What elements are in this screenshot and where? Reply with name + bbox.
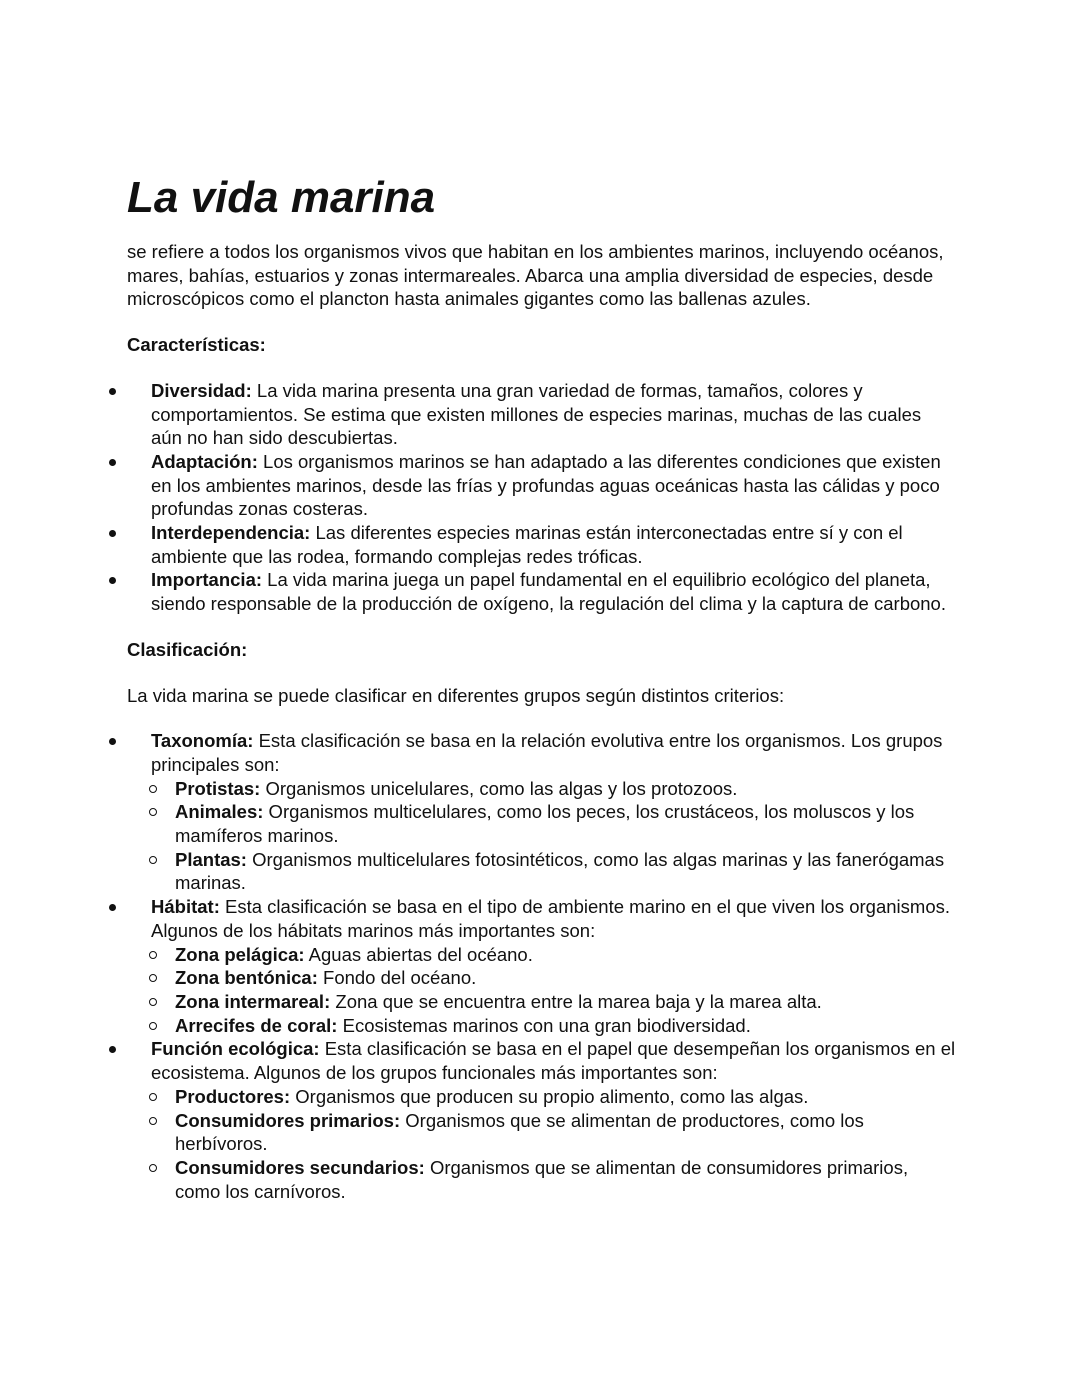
document-page: [127, 170, 957, 1203]
sub-list-item: [151, 943, 957, 967]
clasificacion-list: [127, 729, 957, 1203]
item-text: Esta clasificación se basa en el papel que desempeñan los organismos en el ecosistema. Algunos de los grupos funcionales más importantes son:: [151, 1038, 956, 1084]
sub-list-item: [151, 1014, 957, 1038]
item-term: Arrecifes de coral:: [175, 1014, 338, 1036]
item-term: Zona intermareal:: [175, 990, 331, 1012]
circle-bullet-icon: [149, 1117, 157, 1125]
sub-list-item: [151, 848, 957, 895]
item-text: Organismos multicelulares fotosintéticos, como las algas marinas y las fanerógamas marinas.: [175, 848, 945, 894]
bullet-icon: [109, 577, 116, 584]
item-text: La vida marina presenta una gran variedad de formas, tamaños, colores y comportamientos. Se estima que existen millones de especies marinas, muchas de las cuales aún no han sido descubiertas.: [151, 379, 922, 449]
item-text: Los organismos marinos se han adaptado a las diferentes condiciones que existen en los ambientes marinos, desde las frías y profundas aguas oceánicas hasta las cálidas y poco profundas zonas costeras.: [151, 450, 941, 520]
caracteristicas-list: [127, 379, 957, 616]
list-item: [127, 1037, 957, 1203]
list-item: [127, 379, 957, 450]
item-term: Taxonomía:: [151, 730, 254, 752]
list-item: [127, 450, 957, 521]
item-text: Organismos unicelulares, como las algas y los protozoos.: [260, 777, 738, 799]
item-term: Consumidores secundarios:: [175, 1156, 425, 1178]
item-term: Importancia:: [151, 569, 263, 591]
sub-list: [151, 943, 957, 1038]
list-item: [127, 895, 957, 1037]
list-item: [127, 729, 957, 895]
clasificacion-heading: Clasificación:: [127, 638, 248, 660]
item-text: Organismos que producen su propio alimento, como las algas.: [290, 1085, 809, 1107]
item-term: Zona bentónica:: [175, 967, 318, 989]
item-term: Adaptación:: [151, 450, 258, 472]
sub-list-item: [151, 990, 957, 1014]
circle-bullet-icon: [149, 785, 157, 793]
item-term: Diversidad:: [151, 379, 252, 401]
list-item: [127, 568, 957, 615]
circle-bullet-icon: [149, 998, 157, 1006]
sub-list-item: [151, 966, 957, 990]
item-text: Aguas abiertas del océano.: [304, 943, 533, 965]
sub-list-item: [151, 1156, 957, 1203]
caracteristicas-heading: Características:: [127, 334, 266, 356]
item-term: Hábitat:: [151, 896, 220, 918]
item-term: Plantas:: [175, 848, 247, 870]
item-text: Las diferentes especies marinas están interconectadas entre sí y con el ambiente que las rodea, formando complejas redes tróficas.: [151, 522, 903, 567]
item-text: Organismos multicelulares, como los peces, los crustáceos, los moluscos y los mamíferos marinos.: [175, 801, 915, 847]
item-term: Función ecológica:: [151, 1038, 320, 1060]
item-term: Consumidores primarios:: [175, 1109, 401, 1131]
sub-list-item: [151, 777, 957, 801]
sub-list-item: [151, 800, 957, 847]
bullet-icon: [109, 738, 116, 745]
bullet-icon: [109, 388, 116, 395]
circle-bullet-icon: [149, 856, 157, 864]
bullet-icon: [109, 459, 116, 466]
circle-bullet-icon: [149, 951, 157, 959]
document-title: La vida marina: [127, 173, 436, 222]
item-term: Productores:: [175, 1085, 291, 1107]
sub-list-item: [151, 1085, 957, 1109]
intro-paragraph: se refiere a todos los organismos vivos que habitan en los ambientes marinos, incluyendo océanos, mares, bahías, estuarios y zonas intermareales. Abarca una amplia diversidad de especies, desde microscópicos como el plancton hasta animales gigantes como las ballenas azules.: [127, 241, 944, 310]
item-term: Protistas:: [175, 777, 261, 799]
bullet-icon: [109, 1046, 116, 1053]
item-text: Fondo del océano.: [317, 967, 477, 989]
item-text: Organismos que se alimentan de consumidores primarios, como los carnívoros.: [175, 1156, 909, 1202]
circle-bullet-icon: [149, 1022, 157, 1030]
list-item: [127, 521, 957, 568]
bullet-icon: [109, 904, 116, 911]
item-text: Esta clasificación se basa en la relación evolutiva entre los organismos. Los grupos principales son:: [151, 730, 943, 775]
item-term: Zona pelágica:: [175, 943, 305, 965]
sub-list-item: [151, 1109, 957, 1156]
item-term: Animales:: [175, 801, 264, 823]
circle-bullet-icon: [149, 1093, 157, 1101]
item-text: La vida marina juega un papel fundamental en el equilibrio ecológico del planeta, siendo responsable de la producción de oxígeno, la regulación del clima y la captura de carbono.: [151, 569, 946, 615]
sub-list: [151, 1085, 957, 1204]
sub-list: [151, 777, 957, 896]
clasificacion-paragraph: La vida marina se puede clasificar en diferentes grupos según distintos criterios:: [127, 684, 785, 706]
item-term: Interdependencia:: [151, 522, 311, 544]
item-text: Esta clasificación se basa en el tipo de ambiente marino en el que viven los organismos. Algunos de los hábitats marinos más importantes son:: [151, 896, 951, 941]
circle-bullet-icon: [149, 974, 157, 982]
circle-bullet-icon: [149, 808, 157, 816]
item-text: Ecosistemas marinos con una gran biodiversidad.: [337, 1014, 751, 1036]
item-text: Zona que se encuentra entre la marea baja y la marea alta.: [330, 990, 822, 1012]
item-text: Organismos que se alimentan de productores, como los herbívoros.: [175, 1109, 864, 1155]
circle-bullet-icon: [149, 1164, 157, 1172]
bullet-icon: [109, 530, 116, 537]
